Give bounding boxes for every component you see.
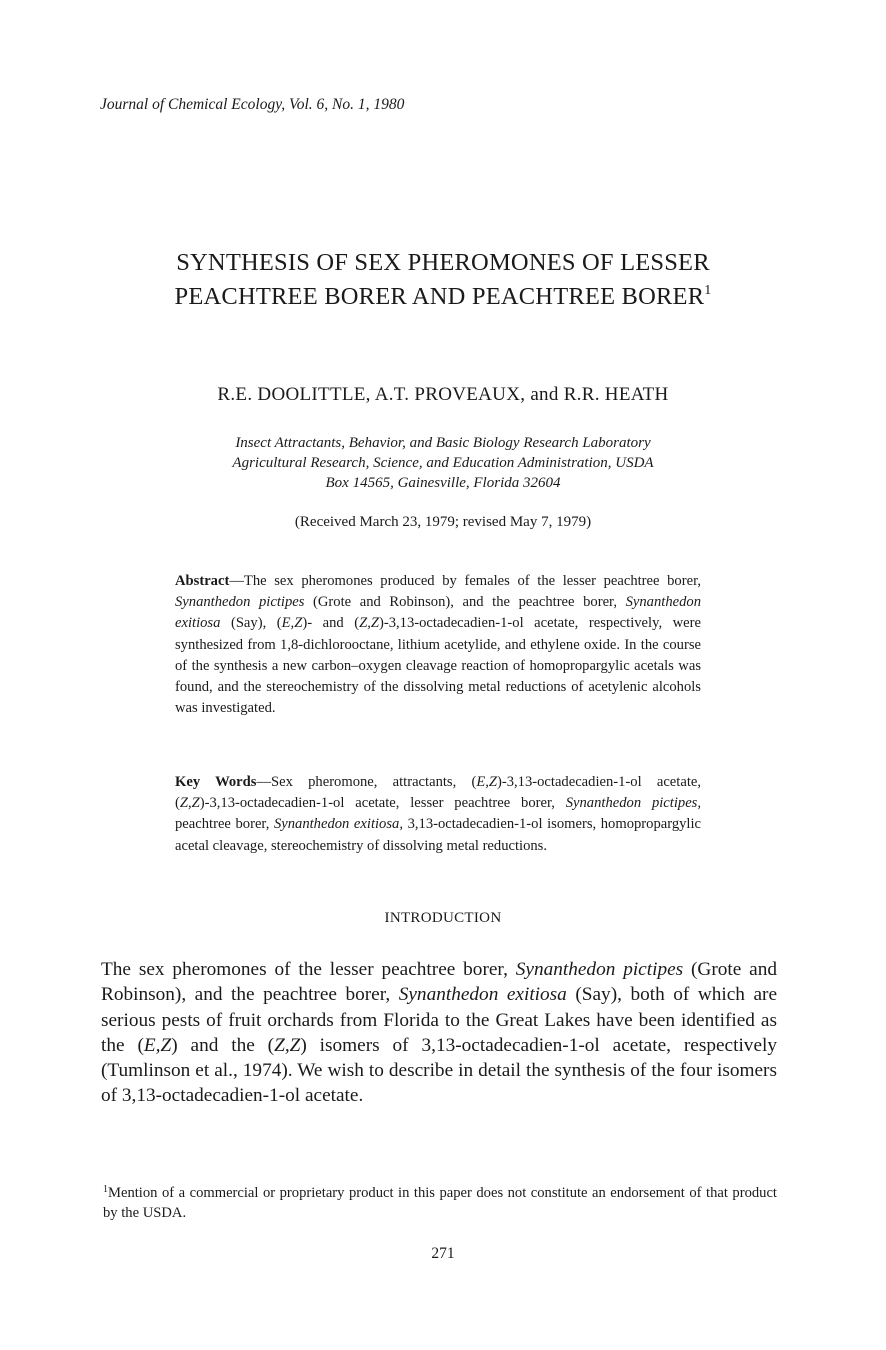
- keywords-isomer: E,Z: [476, 774, 497, 790]
- title-line-2: PEACHTREE BORER AND PEACHTREE BORER: [174, 283, 705, 310]
- affiliation-line-1: Insect Attractants, Behavior, and Basic Biology Research Laboratory: [235, 435, 651, 451]
- key-words: [175, 772, 701, 857]
- intro-isomer: E,Z: [143, 1034, 172, 1056]
- section-heading-introduction: INTRODUCTION: [384, 910, 502, 926]
- intro-text: (Say), both of which are serious pests of fruit orchards from Florida to the Great Lakes have been identified as the (: [101, 984, 777, 1056]
- title-line-1: SYNTHESIS OF SEX PHEROMONES OF LESSER: [176, 249, 710, 276]
- received-dates: (Received March 23, 1979; revised May 7, 1979): [294, 514, 592, 530]
- intro-species: Synanthedon pictipes: [515, 959, 684, 980]
- author-list: R.E. DOOLITTLE, A.T. PROVEAUX, and R.R. HEATH: [217, 384, 669, 405]
- footnote-text: Mention of a commercial or proprietary product in this paper does not constitute an endorsement of that product by the USDA.: [103, 1185, 777, 1221]
- footnote-mark: 1: [103, 1184, 108, 1195]
- intro-text: (Grote and Robinson), and the peachtree borer,: [101, 959, 778, 1006]
- keywords-text: 3,13-octadecadien-1-ol isomers, homopropargylic acetal cleavage, stereochemistry of dissolving metal reductions.: [175, 816, 702, 854]
- keywords-text: Sex pheromone, attractants, (: [271, 774, 477, 790]
- keywords-dash: —: [256, 774, 272, 790]
- intro-species: Synanthedon exitiosa: [398, 984, 567, 1006]
- keywords-text: )-3,13-octadecadien-1-ol acetate, lesser peachtree borer,: [199, 795, 566, 812]
- intro-text: ) and the (: [171, 1034, 275, 1056]
- keywords-text: peachtree borer,: [175, 816, 274, 833]
- intro-text: ) isomers of 3,13-octadecadien-1-ol acetate, respectively (Tumlinson et al., 1974). We wish to describe in detail the synthesis of the four isomers of 3,13-octadecadien-1-ol acetate.: [101, 1034, 778, 1107]
- title-footnote-mark: 1: [704, 283, 712, 298]
- affiliation-line-2: Agricultural Research, Science, and Education Administration, USDA: [232, 455, 654, 471]
- keywords-label: Key Words: [175, 774, 257, 790]
- keywords-isomer: Z,Z: [179, 795, 200, 812]
- abstract: [175, 571, 701, 719]
- abstract-dash: —: [229, 573, 244, 589]
- affiliation-line-3: Box 14565, Gainesville, Florida 32604: [325, 475, 561, 491]
- paper-title: [60, 246, 826, 314]
- journal-citation: Journal of Chemical Ecology, Vol. 6, No. 1, 1980: [100, 96, 405, 113]
- abstract-isomer: Z,Z: [359, 615, 379, 632]
- intro-isomer: Z,Z: [274, 1034, 301, 1056]
- abstract-text: )-3,13-octadecadien-1-ol acetate, respectively, were synthesized from 1,8-dichlorooctane, lithium acetylide, and ethylene oxide. In the course of the synthesis a new carbon–oxygen cleavage reaction of homopropargylic acetals was found, and the stereochemistry of the dissolving metal reductions of acetylenic alcohols was investigated.: [175, 615, 701, 717]
- abstract-text: (Say), (: [220, 615, 282, 632]
- footnote: [103, 1183, 777, 1223]
- keywords-species: Synanthedon exitiosa,: [273, 816, 403, 833]
- abstract-isomer: E,Z: [281, 615, 303, 632]
- abstract-species: Synanthedon pictipes: [175, 594, 305, 611]
- abstract-text: )- and (: [302, 615, 360, 632]
- keywords-text: )-3,13-octadecadien-1-ol acetate, (: [175, 774, 701, 812]
- page-number: 271: [431, 1245, 455, 1262]
- abstract-text: The sex pheromones produced by females of the lesser peachtree borer,: [243, 573, 701, 589]
- introduction-paragraph: [101, 957, 777, 1109]
- affiliation: [60, 433, 826, 493]
- abstract-species: Synanthedon exitiosa: [175, 594, 701, 632]
- intro-text: The sex pheromones of the lesser peachtree borer,: [101, 959, 516, 980]
- abstract-text: (Grote and Robinson), and the peachtree borer,: [304, 594, 626, 611]
- keywords-species: Synanthedon pictipes,: [565, 795, 701, 812]
- abstract-label: Abstract: [175, 573, 230, 589]
